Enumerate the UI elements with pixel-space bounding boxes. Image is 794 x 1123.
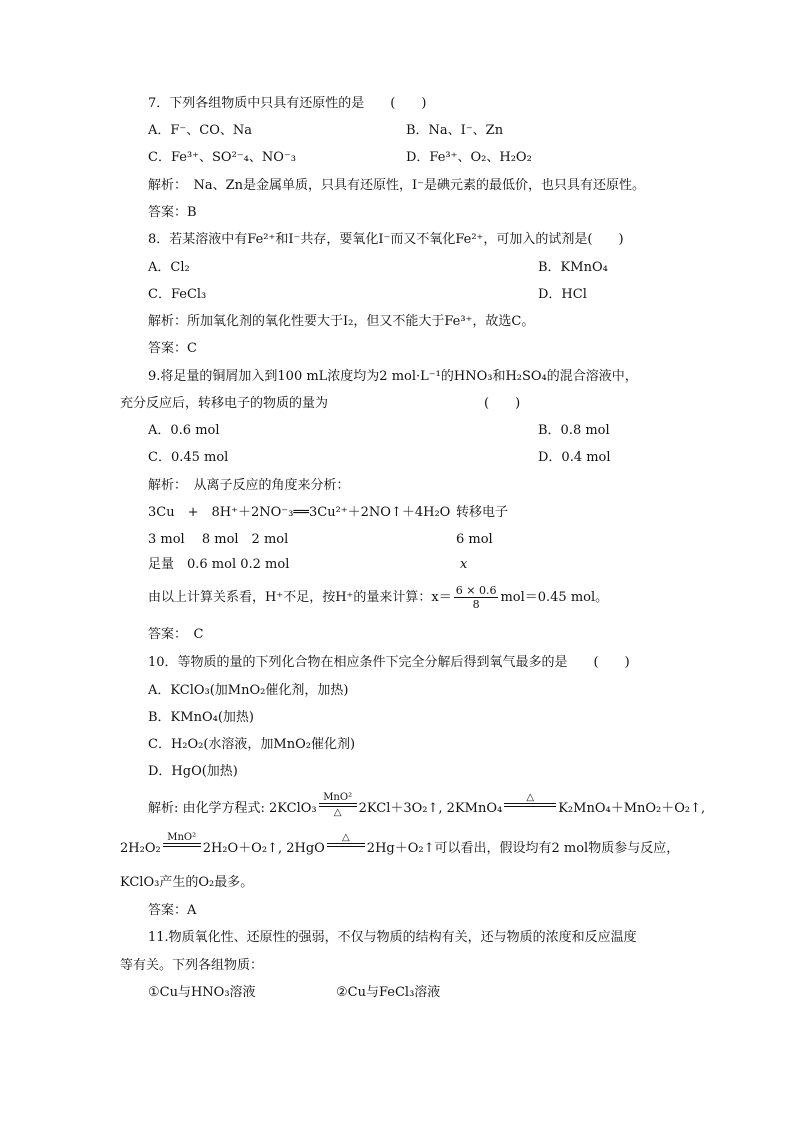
q8-answer: 答案：C	[148, 341, 197, 356]
q9-fraction	[454, 584, 499, 611]
q9-option-d: D．0.4 mol	[538, 450, 611, 465]
q8-stem: 8．若某溶液中有Fe²⁺和I⁻共存，要氧化I⁻而又不氧化Fe²⁺，可加入的试剂是( )	[148, 232, 624, 247]
q10-l1-a: 解析: 由化学方程式: 2KClO₃	[148, 801, 317, 816]
q10-l2-condition1	[163, 832, 201, 858]
q8-option-d: D．HCl	[538, 287, 587, 302]
q9-equation: 3Cu + 8H⁺＋2NO⁻₃══3Cu²⁺＋2NO↑＋4H₂O	[148, 505, 451, 520]
q10-l2-b: 2H₂O＋O₂↑, 2HgO	[202, 841, 325, 856]
q10-l1-c: K₂MnO₄＋MnO₂＋O₂↑,	[558, 801, 706, 816]
q9-ratio-row-tail: 6 mol	[456, 532, 493, 547]
q11-stem-line1: 11.物质氧化性、还原性的强弱，不仅与物质的结构有关，还与物质的浓度和反应温度	[148, 930, 637, 945]
q11-stem-line2: 等有关。下列各组物质：	[120, 958, 264, 973]
q10-option-d: D．HgO(加热)	[148, 764, 238, 779]
q10-l2-cond1-top: MnO²	[167, 831, 197, 843]
q7-stem: 7．下列各组物质中只具有还原性的是 ( )	[148, 96, 427, 111]
q9-answer: 答案： C	[148, 627, 204, 642]
q7-option-c: C．Fe³⁺、SO²⁻₄、NO⁻₃	[148, 150, 296, 165]
q8-analysis: 解析：所加氧化剂的氧化性要大于I₂，但又不能大于Fe³⁺，故选C。	[148, 314, 535, 329]
q10-l1-condition1	[319, 792, 357, 818]
q11-item-2: ②Cu与FeCl₃溶液	[336, 985, 441, 1000]
q8-option-c: C．FeCl₃	[148, 287, 207, 302]
q8-option-b: B．KMnO₄	[538, 260, 608, 275]
q9-amount-row-tail: x	[460, 557, 468, 572]
q10-option-c: C．H₂O₂(水溶液，加MnO₂催化剂)	[148, 737, 356, 752]
q7-answer: 答案：B	[148, 205, 197, 220]
q10-l2-c: 2Hg＋O₂↑可以看出，假设均有2 mol物质参与反应，	[366, 841, 680, 856]
q7-option-d: D．Fe³⁺、O₂、H₂O₂	[406, 150, 532, 165]
q10-option-b: B．KMnO₄(加热)	[148, 710, 254, 725]
q9-calculation	[148, 583, 608, 613]
q9-equation-tail: 转移电子	[456, 505, 509, 520]
q7-option-a: A．F⁻、CO、Na	[148, 123, 253, 138]
q10-l1-b: 2KCl＋3O₂↑, 2KMnO₄	[358, 801, 503, 816]
q9-fraction-numerator: 6 × 0.6	[455, 584, 497, 597]
q10-l1-condition2	[504, 792, 556, 818]
q8-option-a: A．Cl₂	[148, 260, 190, 275]
q9-option-a: A．0.6 mol	[148, 423, 220, 438]
q9-calc-prefix: 由以上计算关系看，H⁺不足，按H⁺的量来计算：x＝	[148, 590, 452, 605]
q10-analysis-line2	[120, 831, 680, 864]
q9-option-c: C．0.45 mol	[148, 450, 229, 465]
q10-answer: 答案：A	[148, 903, 197, 918]
q9-ratio-row: 3 mol 8 mol 2 mol	[148, 532, 289, 547]
q10-l2-cond2-top: △	[341, 831, 350, 843]
q10-analysis-line3: KClO₃产生的O₂最多。	[120, 875, 254, 890]
q7-option-b: B．Na、I⁻、Zn	[406, 123, 504, 138]
q9-option-b: B．0.8 mol	[538, 423, 610, 438]
q10-analysis-line1	[148, 791, 706, 824]
q7-analysis: 解析： Na、Zn是金属单质，只具有还原性，I⁻是碘元素的最低价，也只具有还原性。	[148, 178, 646, 193]
q11-item-1: ①Cu与HNO₃溶液	[148, 985, 256, 1000]
q10-l1-cond1-top: MnO²	[323, 791, 353, 803]
q10-option-a: A．KClO₃(加MnO₂催化剂，加热)	[148, 683, 349, 698]
q10-stem: 10．等物质的量的下列化合物在相应条件下完全分解后得到氧气最多的是 ( )	[148, 655, 630, 670]
q10-l2-a: 2H₂O₂	[120, 841, 161, 856]
q10-l2-condition2	[327, 832, 365, 858]
q10-l1-cond1-bottom: △	[333, 806, 342, 818]
q9-calc-suffix: mol＝0.45 mol。	[500, 590, 609, 605]
q9-fraction-denominator: 8	[472, 598, 480, 611]
q9-stem-line1: 9.将足量的铜屑加入到100 mL浓度均为2 mol·L⁻¹的HNO₃和H₂SO₄的混合溶液中，	[148, 369, 638, 384]
q9-stem-line2: 充分反应后，转移电子的物质的量为 ( )	[120, 396, 521, 411]
q10-l1-cond2-top: △	[526, 791, 535, 803]
q9-analysis: 解析： 从离子反应的角度来分析：	[148, 478, 350, 493]
q9-amount-row: 足量 0.6 mol 0.2 mol	[148, 557, 290, 572]
